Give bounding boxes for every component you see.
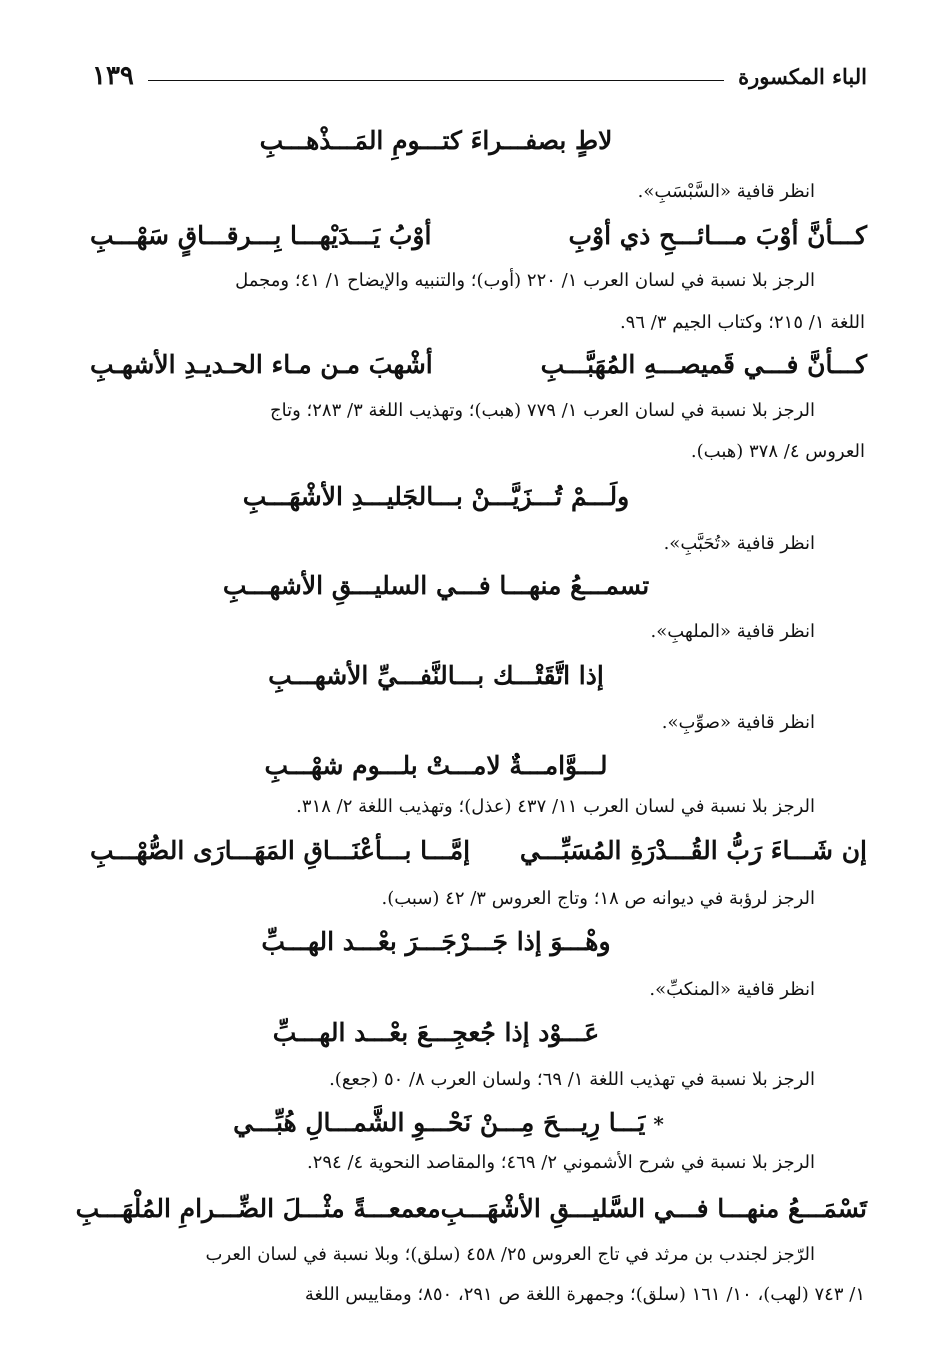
section-title: الباء المكسورة [738,63,867,89]
verse-line: عَـــوْد إذا جُعجِـــعَ بعْـــد الهـــبِّ [272,1018,600,1047]
verse-line: إذا اتَّقَتْـــك بـــالنَّفـــيِّ الأشهـــبِ [268,661,604,690]
source-note: ١/ ٧٤٣ (لهب)، ١٠/ ١٦١ (سلق)؛ وجمهرة اللغة ص ٢٩١، ٨٥٠؛ ومقاييس اللغة [304,1284,865,1305]
second-hemistich: إمَّـــا بـــأعْنَـــاقِ المَهَـــارَى الصُّهْـــبِ [90,836,471,865]
source-note: الرجز لرؤبة في ديوانه ص ١٨؛ وتاج العروس ٣/ ٤٢ (سبب). [381,888,815,909]
verse-couplet [90,836,867,866]
asterisk-icon: * [653,1112,664,1136]
source-note: اللغة ١/ ٢١٥؛ وكتاب الجيم ٣/ ٩٦. [619,312,865,333]
source-note: الرّجز لجندب بن مرثد في تاج العروس ٢٥/ ٤٥٨ (سلق)؛ وبلا نسبة في لسان العرب [205,1244,815,1265]
cross-reference: انظر قافية «صوِّبِ». [661,712,815,733]
source-note: العروس ٤/ ٣٧٨ (هبب). [690,441,865,462]
cross-reference: انظر قافية «السَّبْسَبِ». [637,181,815,202]
cross-reference: انظر قافية «المنكبِّ». [649,979,815,1000]
page-number: ١٣٩ [92,61,134,91]
verse-couplet [75,1194,867,1224]
source-note: الرجز بلا نسبة في لسان العرب ١/ ٧٧٩ (هبب)؛ وتهذيب اللغة ٣/ ٢٨٣؛ وتاج [270,400,815,421]
first-hemistich: كـــأنَّ أوْبَ مـــائـــحِ ذي أوْبِ [568,221,867,250]
source-note: الرجز بلا نسبة في تهذيب اللغة ١/ ٦٩؛ ولسان العرب ٨/ ٥٠ (جعع). [329,1069,815,1090]
first-hemistich: تَسْمَـــعُ منهـــا فـــي السَّليـــقِ الأشْهَـــبِ [440,1194,867,1223]
verse-line: لاطٍ بصفـــراءَ كتـــومِ المَـــذْهـــبِ [259,126,613,155]
source-note: الرجز بلا نسبة في شرح الأشموني ٢/ ٤٦٩؛ والمقاصد النحوية ٤/ ٢٩٤. [306,1152,815,1173]
verse-line: وهْـــوَ إذا جَـــرْجَـــرَ بعْـــد الهـــبِّ [261,927,611,956]
first-hemistich: إن شَـــاءَ رَبُّ القُـــدْرَةِ المُسَبِّـــي [519,836,867,865]
source-note: الرجز بلا نسبة في لسان العرب ١١/ ٤٣٧ (عذل)؛ وتهذيب اللغة ٢/ ٣١٨. [296,796,815,817]
verse-line: ولَـــمْ تُـــزَيَّـــنْ بـــالجَليـــدِ الأشْهَـــبِ [242,482,630,511]
first-hemistich: كـــأنَّ فـــي قَميصـــهِ المُهَبَّـــبِ [540,350,867,379]
verse-text: يَـــا رِيـــحَ مِـــنْ نَحْـــوِ الشَّمـــالِ هُبِّـــي [233,1108,646,1137]
cross-reference: انظر قافية «الملهبِ». [650,621,815,642]
second-hemistich: أشْهبَ مـن مـاء الحـديـدِ الأشهـبِ [90,350,433,379]
verse-line: تسمـــعُ منهـــا فـــي السليـــقِ الأشهـــبِ [222,571,650,600]
running-header [92,58,867,94]
second-hemistich: أوْبُ يَـــدَيْهـــا بِـــرقـــاقٍ سَهْـــبِ [90,221,432,250]
second-hemistich: معمعـــةً مثْـــلَ الضِّـــرامِ المُلْهَـــبِ [75,1194,441,1223]
verse-couplet [90,350,867,380]
verse-line: لـــوَّامـــةٌ لامـــتْ بلـــوم شهْـــبِ [264,751,608,780]
verse-line-starred [90,1108,867,1138]
cross-reference: انظر قافية «تُحَبَّبِ». [663,533,815,554]
source-note: الرجز بلا نسبة في لسان العرب ١/ ٢٢٠ (أوب)؛ والتنبيه والإيضاح ١/ ٤١؛ ومجمل [235,270,815,291]
verse-couplet [90,221,867,251]
header-rule [148,80,724,81]
